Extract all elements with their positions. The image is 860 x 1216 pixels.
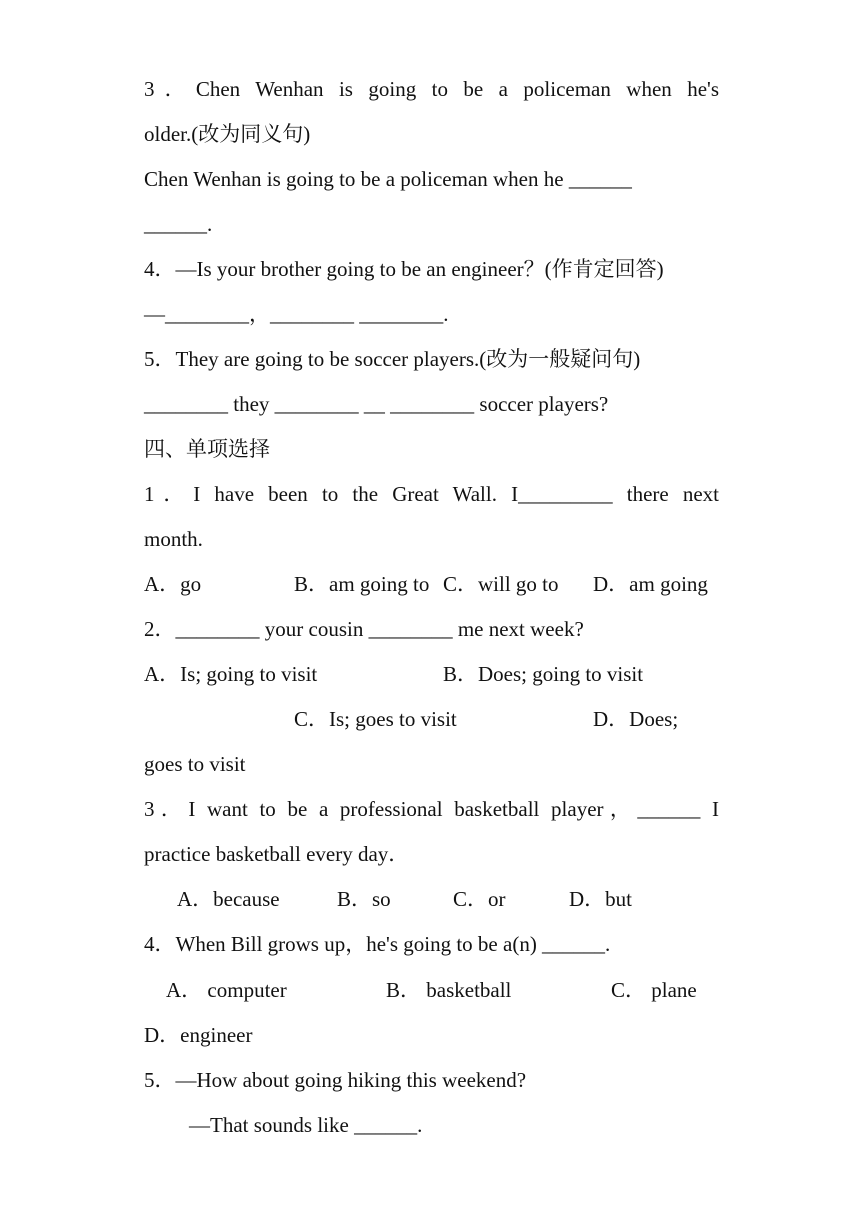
mc-question-5-reply: —That sounds like ______. [189,1113,423,1137]
mc-question-1-option-b: B．am going to [294,572,430,596]
mc-question-3-stem-line1: 3．I want to be a professional basketball player，______ I [144,797,719,821]
question-4-answer: —________，________ ________. [144,302,449,326]
mc-question-3-option-c: C．or [453,887,506,911]
mc-question-1-option-c: C．will go to [443,572,559,596]
mc-question-4-option-d: D．engineer [144,1023,253,1047]
question-3-text-line1: 3．Chen Wenhan is going to be a policeman when he's [144,77,719,101]
mc-question-3-stem-line2: practice basketball every day． [144,842,410,866]
mc-question-1-stem-line2: month. [144,527,203,551]
question-5-answer: ________ they ________ __ ________ soccer players? [144,392,609,416]
mc-question-1-option-a: A．go [144,572,202,596]
mc-question-2-option-a: A．Is; going to visit [144,662,318,686]
section-heading: 四、单项选择 [144,437,270,461]
mc-question-2-option-c: C．Is; goes to visit [294,707,457,731]
mc-question-3-option-b: B．so [337,887,391,911]
question-5-text: 5．They are going to be soccer players.(改为一般疑问句) [144,347,641,371]
mc-question-1-stem-line1: 1．I have been to the Great Wall. I_________ there next [144,482,719,506]
mc-question-4-stem: 4．When Bill grows up，he's going to be a(n) ______. [144,932,611,956]
question-3-answer-line2: ______. [144,212,213,236]
mc-question-1-option-d: D．am going [593,572,708,596]
question-3-text-line2: older.(改为同义句) [144,122,311,146]
question-3-answer-line1: Chen Wenhan is going to be a policeman when he ______ [144,167,632,191]
mc-question-2-stem: 2．________ your cousin ________ me next week? [144,617,584,641]
mc-question-2-option-d: D．Does; [593,707,679,731]
mc-question-3-option-a: A．because [177,887,280,911]
mc-question-2-option-b: B．Does; going to visit [443,662,644,686]
mc-question-3-option-d: D．but [569,887,632,911]
mc-question-4-option-c: C． plane [611,978,697,1002]
question-4-text: 4．—Is your brother going to be an engineer？(作肯定回答) [144,257,664,281]
mc-question-5-stem: 5．—How about going hiking this weekend? [144,1068,527,1092]
mc-question-4-option-a: A． computer [166,978,287,1002]
mc-question-4-option-b: B． basketball [386,978,512,1002]
mc-question-2-option-d-continued: goes to visit [144,752,246,776]
